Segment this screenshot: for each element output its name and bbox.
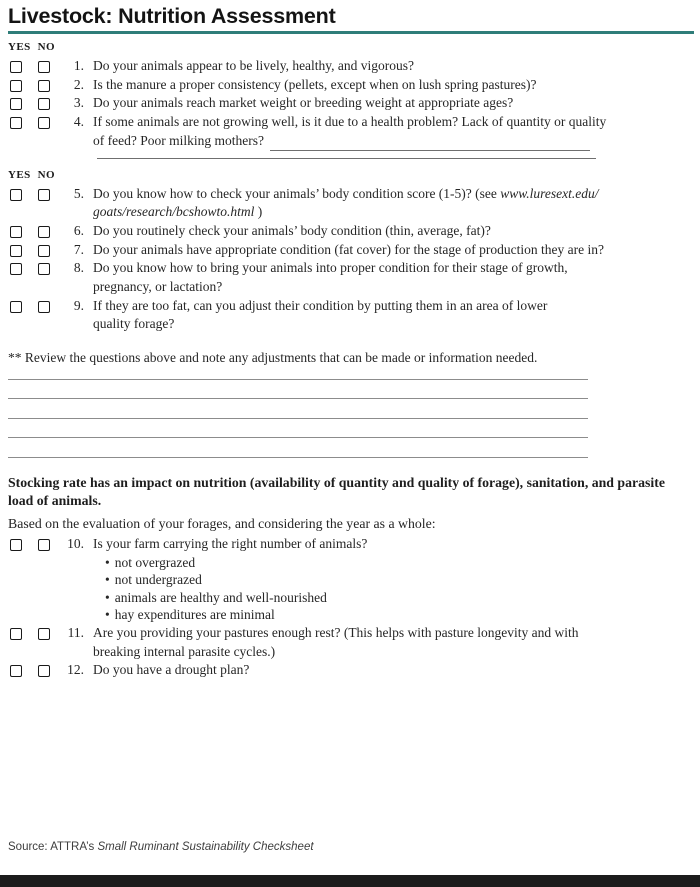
no-checkbox[interactable]	[38, 245, 50, 257]
answer-line[interactable]	[8, 419, 588, 439]
answer-line[interactable]	[270, 136, 590, 151]
url-text: goats/research/bcshowto.html	[93, 204, 255, 220]
source-prefix: Source: ATTRA’s	[8, 841, 98, 853]
question-number: 11.	[67, 624, 84, 640]
question-row-6	[8, 222, 694, 241]
yes-checkbox[interactable]	[10, 539, 22, 551]
yes-checkbox[interactable]	[10, 628, 22, 640]
list-item: • not overgrazed	[105, 554, 196, 570]
list-item: • hay expenditures are minimal	[105, 607, 275, 623]
yes-checkbox[interactable]	[10, 263, 22, 275]
yes-column-label: YES	[8, 168, 31, 181]
question-number: 1.	[73, 58, 84, 73]
page-title: Livestock: Nutrition Assessment	[8, 4, 336, 28]
question-text: Is the manure a proper consistency (pellets, except when on lush spring pastures)?	[93, 76, 537, 92]
question-text-line: breaking internal parasite cycles.)	[93, 643, 276, 659]
question-text-line: quality forage?	[93, 316, 175, 332]
question-number: 9.	[73, 297, 84, 313]
no-checkbox[interactable]	[38, 98, 50, 110]
question-text-line: pregnancy, or lactation?	[93, 279, 223, 295]
review-note: ** Review the questions above and note any adjustments that can be made or information needed.	[8, 350, 538, 366]
question-text-line: Is your farm carrying the right number of animals?	[93, 536, 368, 552]
question-text	[93, 535, 694, 624]
question-text-line: If they are too fat, can you adjust their condition by putting them in an area of lower	[93, 297, 548, 313]
question-text: Do you have a drought plan?	[93, 662, 250, 678]
no-checkbox[interactable]	[38, 301, 50, 313]
question-text-line: of feed? Poor milking mothers?	[93, 132, 264, 148]
answer-line[interactable]	[8, 438, 588, 458]
question-number: 12.	[67, 662, 84, 678]
stocking-rate-heading: Stocking rate has an impact on nutrition (availability of quantity and quality of forage), sanitation, and parasite load of animals.	[8, 474, 665, 509]
question-text-line: Do you know how to check your animals’ body condition score (1-5)? (see www.luresext.edu/	[93, 185, 599, 201]
yes-checkbox[interactable]	[10, 189, 22, 201]
yes-checkbox[interactable]	[10, 98, 22, 110]
question-row-1	[8, 57, 694, 76]
question-text	[93, 297, 694, 334]
yes-checkbox[interactable]	[10, 245, 22, 257]
list-item: • not undergrazed	[105, 572, 202, 588]
answer-line[interactable]	[8, 399, 588, 419]
question-row-9	[8, 297, 694, 334]
yes-checkbox[interactable]	[10, 226, 22, 238]
no-checkbox[interactable]	[38, 263, 50, 275]
yes-checkbox[interactable]	[10, 117, 22, 129]
question-number: 3.	[73, 95, 84, 111]
question-text	[93, 259, 694, 296]
no-checkbox[interactable]	[38, 539, 50, 551]
question-text: Do your animals reach market weight or breeding weight at appropriate ages?	[93, 95, 514, 111]
yes-checkbox[interactable]	[10, 301, 22, 313]
no-checkbox[interactable]	[38, 117, 50, 129]
question-text-line: Do you know how to bring your animals into proper condition for their stage of growth,	[93, 260, 568, 276]
no-column-label: NO	[37, 41, 55, 53]
question-row-10	[8, 535, 694, 624]
question-number: 4.	[73, 114, 84, 130]
bullet-icon: •	[105, 589, 110, 605]
question-text: Do you routinely check your animals’ body condition (thin, average, fat)?	[93, 222, 491, 238]
no-checkbox[interactable]	[38, 189, 50, 201]
bullet-icon: •	[105, 554, 110, 570]
title-rule	[8, 31, 694, 34]
question-number: 8.	[73, 260, 84, 276]
no-column-label: NO	[37, 168, 55, 181]
question-number: 5.	[73, 185, 84, 201]
question-text-line: Are you providing your pastures enough rest? (This helps with pasture longevity and with	[93, 624, 579, 640]
no-checkbox[interactable]	[38, 61, 50, 73]
answer-line[interactable]	[97, 158, 596, 159]
bullet-icon: •	[105, 572, 110, 588]
bullet-icon: •	[105, 607, 110, 623]
url-text: www.luresext.edu/	[500, 185, 599, 201]
no-checkbox[interactable]	[38, 226, 50, 238]
question-number: 10.	[67, 536, 84, 552]
question-text	[93, 624, 694, 661]
question-row-4	[8, 113, 694, 150]
question-text	[93, 113, 694, 150]
question-number: 7.	[73, 241, 84, 257]
no-checkbox[interactable]	[38, 80, 50, 92]
question-text-line: If some animals are not growing well, is it due to a health problem? Lack of quantity or quality	[93, 114, 607, 130]
no-checkbox[interactable]	[38, 628, 50, 640]
question-row-11	[8, 624, 694, 661]
question-text: Do your animals have appropriate condition (fat cover) for the stage of production they are in?	[93, 241, 604, 257]
question-text	[93, 185, 694, 222]
source-title: Small Ruminant Sustainability Checksheet	[97, 841, 314, 853]
yes-column-label: YES	[8, 41, 31, 53]
question-number: 2.	[73, 76, 84, 92]
yes-no-header-1	[8, 41, 694, 53]
yes-checkbox[interactable]	[10, 61, 22, 73]
question-row-8	[8, 259, 694, 296]
page-edge-bar	[0, 875, 700, 887]
answer-line[interactable]	[8, 380, 588, 400]
no-checkbox[interactable]	[38, 665, 50, 677]
question-row-2	[8, 76, 694, 95]
question-text-line: goats/research/bcshowto.html )	[93, 204, 263, 220]
writing-lines	[8, 360, 694, 458]
question-number: 6.	[73, 222, 84, 238]
question-row-12	[8, 661, 694, 680]
source-line	[8, 841, 314, 853]
yes-checkbox[interactable]	[10, 665, 22, 677]
list-item: • animals are healthy and well-nourished	[105, 589, 327, 605]
stocking-rate-intro: Based on the evaluation of your forages, and considering the year as a whole:	[8, 515, 436, 531]
question-text: Do your animals appear to be lively, healthy, and vigorous?	[93, 58, 415, 73]
yes-checkbox[interactable]	[10, 80, 22, 92]
yes-no-header-2	[8, 169, 694, 181]
question-row-5	[8, 185, 694, 222]
question-row-3	[8, 94, 694, 113]
question-row-7	[8, 241, 694, 260]
